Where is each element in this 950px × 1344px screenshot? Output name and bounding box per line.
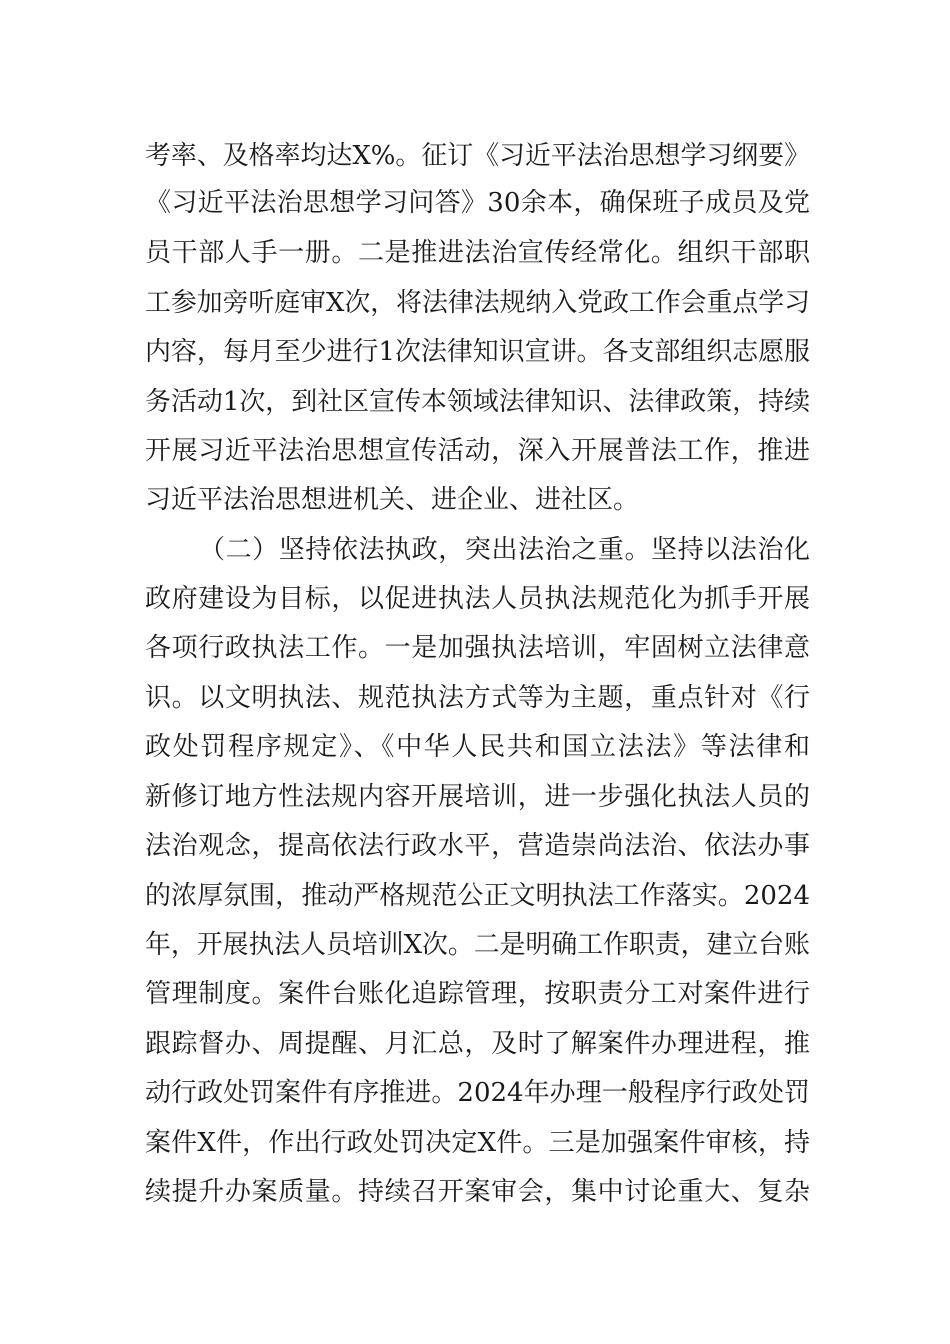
paragraph-line: 案件X件，作出行政处罚决定X件。三是加强案件审核，持 (145, 1128, 810, 1158)
paragraph-line: 习近平法治思想进机关、进企业、进社区。 (145, 485, 640, 515)
paragraph-line: 务活动1次，到社区宣传本领域法律知识、法律政策，持续 (145, 387, 811, 417)
paragraph-line: 跟踪督办、周提醒、月汇总，及时了解案件办理进程，推 (145, 1029, 810, 1059)
paragraph-line: 员干部人手一册。二是推进法治宣传经常化。组织干部职 (145, 238, 810, 268)
paragraph-line: 年，开展执法人员培训X次。二是明确工作职责，建立台账 (145, 930, 810, 960)
paragraph-line: 法治观念，提高依法行政水平，营造崇尚法治、依法办事 (145, 831, 810, 861)
paragraph-line: 各项行政执法工作。一是加强执法培训，牢固树立法律意 (145, 633, 810, 663)
paragraph-line: 考率、及格率均达X%。征订《习近平法治思想学习纲要》 (145, 141, 811, 171)
paragraph-line: 的浓厚氛围，推动严格规范公正文明执法工作落实。2024 (145, 881, 810, 911)
paragraph-line: 内容，每月至少进行1次法律知识宣讲。各支部组织志愿服 (145, 337, 811, 367)
paragraph-line: 开展习近平法治思想宣传活动，深入开展普法工作，推进 (145, 436, 810, 466)
paragraph-line: 识。以文明执法、规范执法方式等为主题，重点针对《行 (145, 683, 810, 713)
section-heading-line: （二）坚持依法执政，突出法治之重。坚持以法治化 (199, 535, 810, 565)
paragraph-line: 《习近平法治思想学习问答》30余本，确保班子成员及党 (145, 188, 810, 218)
paragraph-line: 动行政处罚案件有序推进。2024年办理一般程序行政处罚 (145, 1078, 810, 1108)
paragraph-line: 管理制度。案件台账化追踪管理，按职责分工对案件进行 (145, 979, 810, 1009)
paragraph-line: 政府建设为目标，以促进执法人员执法规范化为抓手开展 (145, 584, 810, 614)
paragraph-line: 工参加旁听庭审X次，将法律法规纳入党政工作会重点学习 (145, 288, 810, 318)
paragraph-line: 续提升办案质量。持续召开案审会，集中讨论重大、复杂 (145, 1177, 810, 1207)
paragraph-line: 新修订地方性法规内容开展培训，进一步强化执法人员的 (145, 782, 810, 812)
paragraph-line: 政处罚程序规定》、《中华人民共和国立法法》等法律和 (145, 732, 810, 762)
